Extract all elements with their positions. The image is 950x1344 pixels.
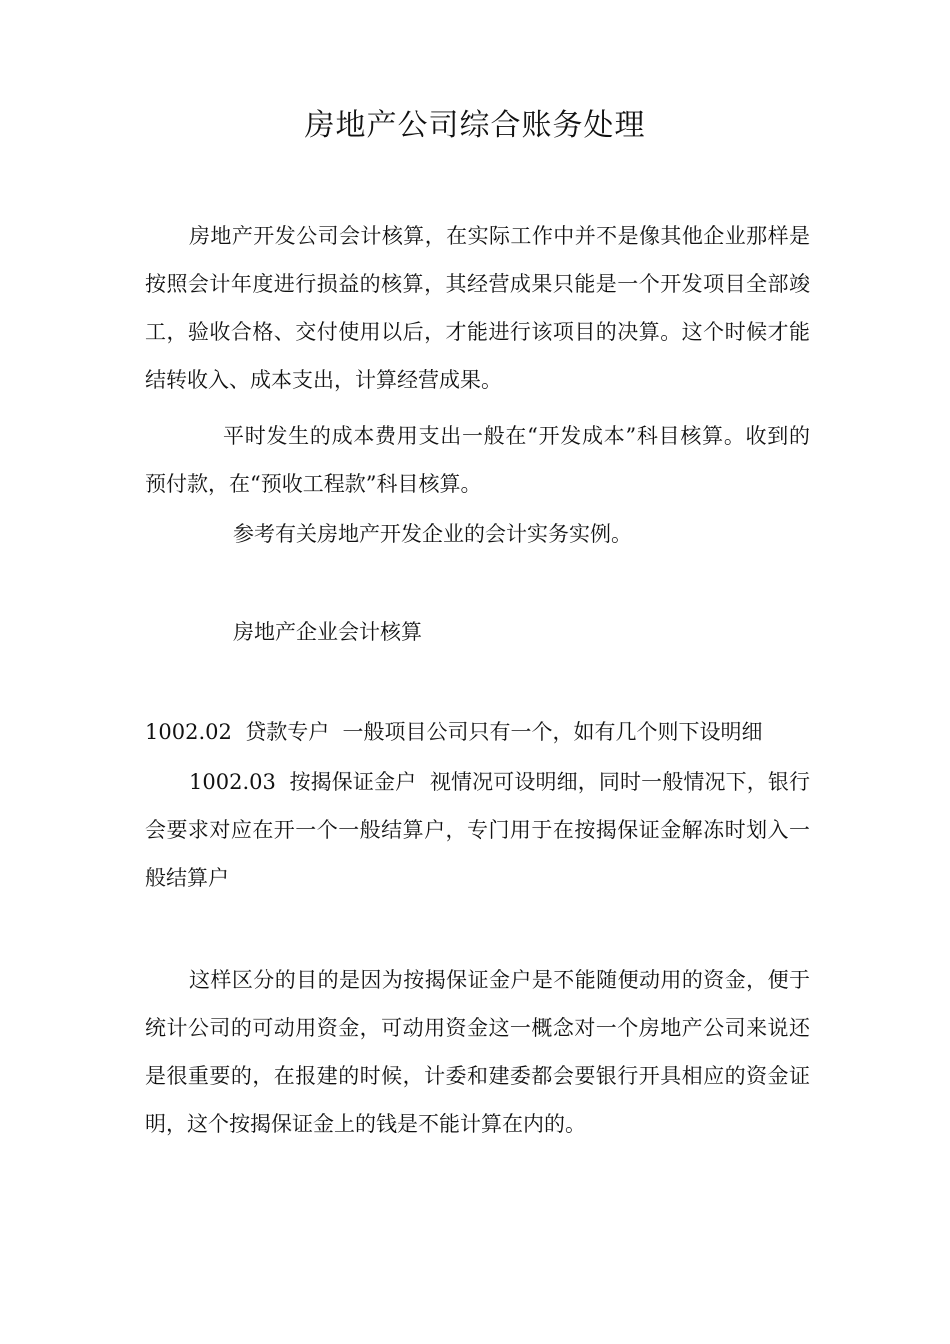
paragraph-accounting-overview: 房地产开发公司会计核算，在实际工作中并不是像其他企业那样是按照会计年度进行损益的核算，其经营成果只能是一个开发项目全部竣工，验收合格、交付使用以后，才能进行该项目的决算。这个时候才能结转收入、成本支出，计算经营成果。 (145, 224, 810, 392)
section-heading: 房地产企业会计核算 (233, 620, 422, 644)
paragraph-reference-note: 参考有关房地产开发企业的会计实务实例。 (233, 522, 632, 546)
document-title: 房地产公司综合账务处理 (304, 108, 646, 143)
account-line-1002-03: 1002.03 按揭保证金户 视情况可设明细，同时一般情况下，银行会要求对应在开一个一般结算户，专门用于在按揭保证金解冻时划入一般结算户 (145, 770, 810, 890)
paragraph-purpose-explanation: 这样区分的目的是因为按揭保证金户是不能随便动用的资金，便于统计公司的可动用资金，可动用资金这一概念对一个房地产公司来说还是很重要的，在报建的时候，计委和建委都会要银行开具相应的资金证明，这个按揭保证金上的钱是不能计算在内的。 (145, 968, 810, 1136)
paragraph-cost-accounting: 平时发生的成本费用支出一般在“开发成本”科目核算。收到的预付款，在“预收工程款”科目核算。 (145, 424, 810, 496)
account-line-1002-02: 1002.02 贷款专户 一般项目公司只有一个，如有几个则下设明细 (145, 720, 763, 744)
